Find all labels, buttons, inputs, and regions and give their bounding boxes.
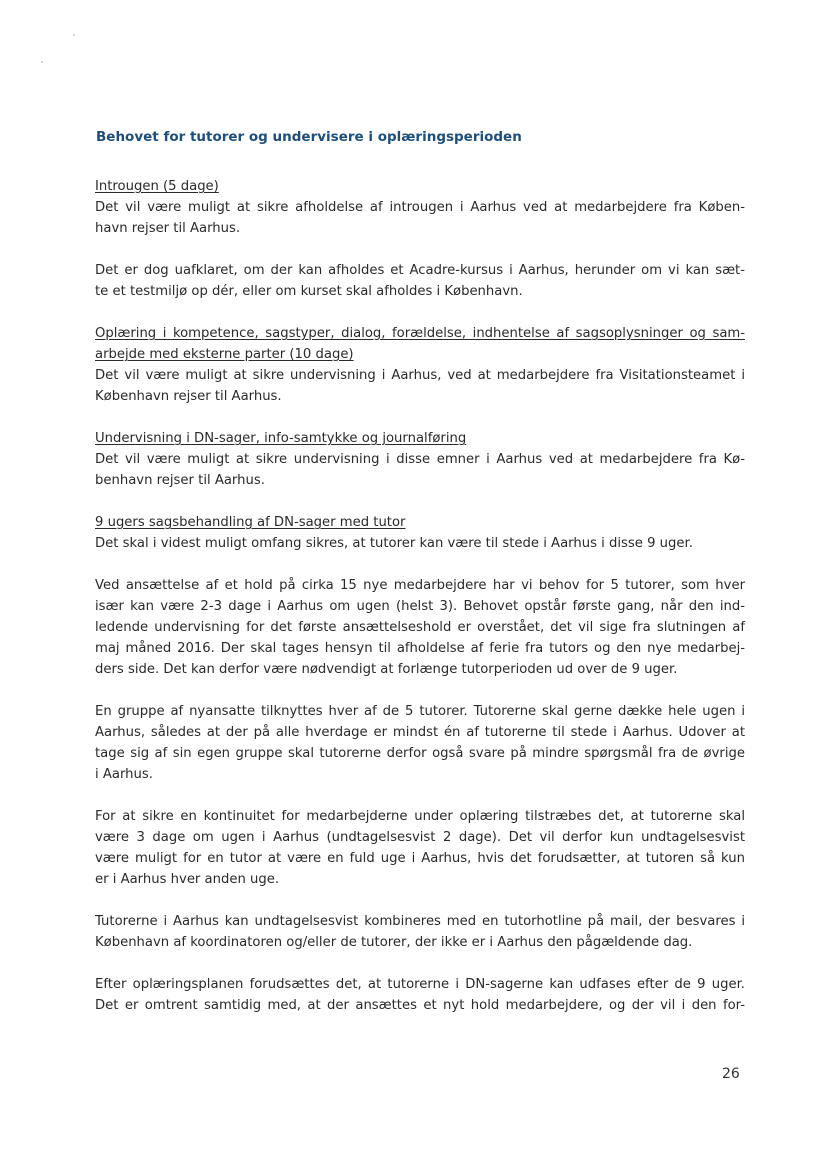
paragraph-line: København rejser til Aarhus.: [95, 389, 282, 404]
scan-speck: [73, 34, 75, 36]
paragraph-line: er i Aarhus hver anden uge.: [95, 872, 280, 887]
paragraph-line: tage sig af sin egen gruppe skal tutorerne derfor også svare på mindre spørgsmål fra de øvrige: [95, 746, 745, 761]
paragraph-line: benhavn rejser til Aarhus.: [95, 473, 265, 488]
paragraph-kontinuitet: [95, 806, 745, 890]
subheading-introugen: Introugen (5 dage): [95, 179, 219, 194]
paragraph-introugen: [95, 176, 745, 239]
paragraph-efter: [95, 974, 745, 1016]
paragraph-line: maj måned 2016. Der skal tages hensyn til afholdelse af ferie fra tutors og den nye medarbej-: [95, 641, 745, 656]
paragraph-ni-uger: [95, 512, 745, 554]
paragraph-line: være 3 dage om ugen i Aarhus (undtagelsesvist 2 dage). Det vil derfor kun undtagelsesvist: [95, 830, 745, 845]
paragraph-line: Efter oplæringsplanen forudsættes det, at tutorerne i DN-sagerne kan udfases efter de 9 uger.: [95, 977, 745, 992]
paragraph-line: te et testmiljø op dér, eller om kurset skal afholdes i København.: [95, 284, 523, 299]
subheading-ni-uger: 9 ugers sagsbehandling af DN-sager med tutor: [95, 515, 406, 530]
paragraph-line: Det vil være muligt at sikre afholdelse af introugen i Aarhus ved at medarbejdere fra Køben-: [95, 200, 745, 215]
paragraph-line: Det skal i videst muligt omfang sikres, at tutorer kan være til stede i Aarhus i disse 9 uger.: [95, 536, 693, 551]
subheading-undervisning: Undervisning i DN-sager, info-samtykke og journalføring: [95, 431, 467, 446]
paragraph-line: Aarhus, således at der på alle hverdage er mindst én af tutorerne til stede i Aarhus. Udover at: [95, 725, 745, 740]
paragraph-line: være muligt for en tutor at være en fuld uge i Aarhus, hvis det forudsætter, at tutoren så kun: [95, 851, 745, 866]
paragraph-line: ders side. Det kan derfor være nødvendigt at forlænge tutorperioden ud over de 9 uger.: [95, 662, 678, 677]
paragraph-oplaering: [95, 323, 745, 407]
scan-speck: [41, 61, 43, 63]
subheading-oplaering: arbejde med eksterne parter (10 dage): [95, 347, 354, 362]
page-number: 26: [722, 1066, 740, 1082]
paragraph-undervisning: [95, 428, 745, 491]
paragraph-ansaettelse: [95, 575, 745, 680]
paragraph-line: Ved ansættelse af et hold på cirka 15 nye medarbejdere har vi behov for 5 tutorer, som hver: [95, 578, 745, 593]
paragraph-line: København af koordinatoren og/eller de tutorer, der ikke er i Aarhus den pågældende dag.: [95, 935, 693, 950]
paragraph-hotline: [95, 911, 745, 953]
paragraph-gruppe: [95, 701, 745, 785]
paragraph-acadre: [95, 260, 745, 302]
paragraph-line: havn rejser til Aarhus.: [95, 221, 241, 236]
section-heading: Behovet for tutorer og undervisere i oplæringsperioden: [96, 129, 522, 145]
paragraph-line: Det vil være muligt at sikre undervisning i disse emner i Aarhus ved at medarbejdere fra Kø-: [95, 452, 745, 467]
paragraph-line: ledende undervisning for det første ansættelseshold er overstået, det vil sige fra slutningen af: [95, 620, 745, 635]
paragraph-line: i Aarhus.: [95, 767, 153, 782]
paragraph-line: især kan være 2-3 dage i Aarhus om ugen (helst 3). Behovet opstår første gang, når den ind-: [95, 599, 745, 614]
paragraph-line: Det er dog uafklaret, om der kan afholdes et Acadre-kursus i Aarhus, herunder om vi kan sæt-: [95, 263, 745, 278]
subheading-oplaering: Oplæring i kompetence, sagstyper, dialog, forældelse, indhentelse af sagsoplysninger og sam-: [95, 326, 745, 341]
paragraph-line: For at sikre en kontinuitet for medarbejderne under oplæring tilstræbes det, at tutorerne skal: [95, 809, 745, 824]
paragraph-line: En gruppe af nyansatte tilknyttes hver af de 5 tutorer. Tutorerne skal gerne dække hele ugen i: [95, 704, 745, 719]
paragraph-line: Det er omtrent samtidig med, at der ansættes et nyt hold medarbejdere, og der vil i den for-: [95, 998, 745, 1013]
paragraph-line: Det vil være muligt at sikre undervisning i Aarhus, ved at medarbejdere fra Visitationsteamet i: [95, 368, 745, 383]
paragraph-line: Tutorerne i Aarhus kan undtagelsesvist kombineres med en tutorhotline på mail, der besvares i: [95, 914, 745, 929]
